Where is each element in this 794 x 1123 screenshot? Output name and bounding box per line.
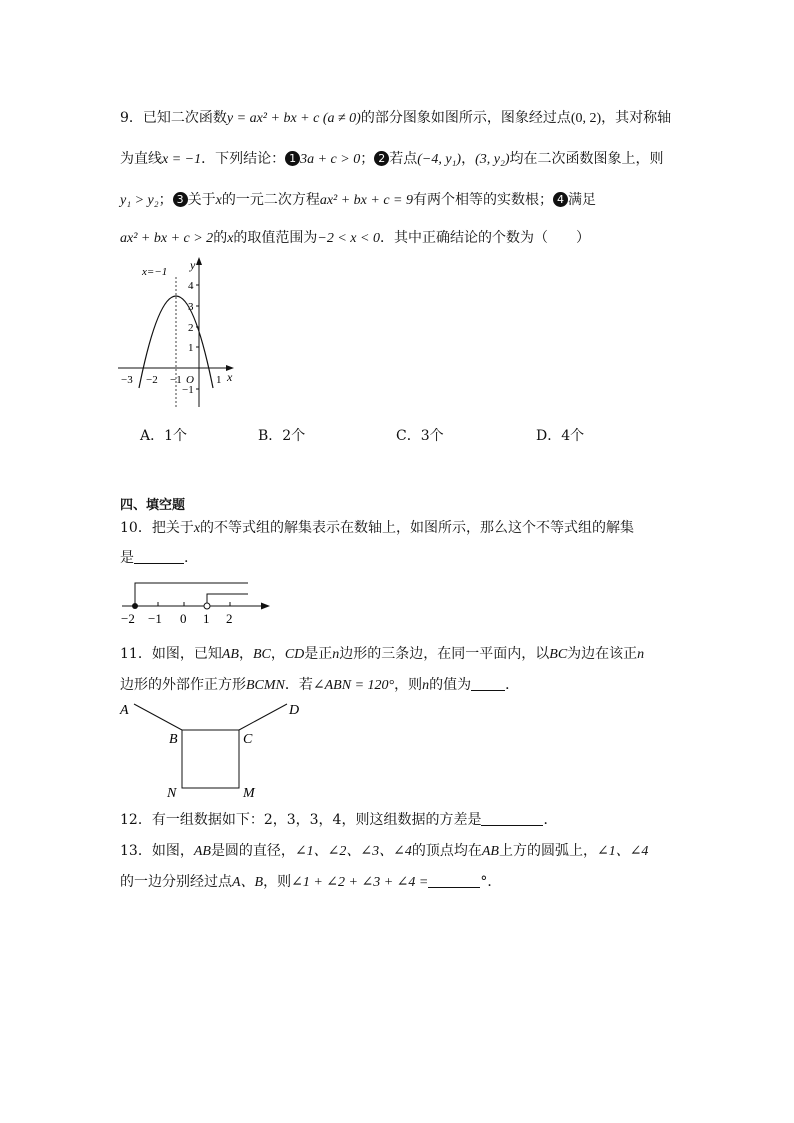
q10-number: 10． xyxy=(120,520,152,536)
label-a: A xyxy=(120,703,129,718)
segment-cd xyxy=(239,704,287,730)
x-tick-minus-2: −2 xyxy=(146,374,158,386)
option-d[interactable]: D．4个 xyxy=(536,428,585,444)
y-tick-4: 4 xyxy=(188,280,194,292)
q12-number: 12． xyxy=(120,812,152,828)
label-d: D xyxy=(289,703,300,718)
q10-line-1: 10．把关于x的不等式组的解集表示在数轴上，如图所示，那么这个不等式组的解集 xyxy=(120,520,635,536)
q9-point: (0, 2) xyxy=(570,111,602,126)
q9-line-1: 9．已知二次函数y = ax² + bx + c (a ≠ 0)的部分图象如图所示，图象经过点(0, 2)，其对称轴 xyxy=(120,110,672,126)
y-tick-3: 3 xyxy=(188,301,194,313)
q9-axis-equation: x = −1 xyxy=(162,152,202,167)
option-b[interactable]: B．2个 xyxy=(258,428,306,444)
conclusion-3-mark: 3 xyxy=(173,192,188,207)
hollow-point-1 xyxy=(204,603,210,609)
q12-line: 12．有一组数据如下：2，3，3，4，则这组数据的方差是 ． xyxy=(120,812,558,828)
label-n: N xyxy=(167,786,177,801)
q10-line-2: 是 . xyxy=(120,550,189,566)
label-m: M xyxy=(243,786,255,801)
q9-line-2: 为直线x = −1．下列结论： 1 3a + c > 0； 2 若点(−4, y₁)，(3, y₂)均在二次函数图象上，则 xyxy=(120,151,664,167)
axis-arrow xyxy=(261,603,270,610)
y-axis-label: y xyxy=(190,258,196,272)
q13-line-1: 13．如图，AB是圆的直径，∠1、∠2、∠3、∠4的顶点均在AB上方的圆弧上，∠1、∠4 xyxy=(120,843,649,859)
x-axis-label: x xyxy=(227,370,233,384)
conclusion-4-mark: 4 xyxy=(553,192,568,207)
tick-2: 2 xyxy=(226,611,233,626)
conclusion-2-mark: 2 xyxy=(374,151,389,166)
q11-square-figure xyxy=(112,698,312,802)
option-a[interactable]: A．1个 xyxy=(140,428,188,444)
tick-0: 0 xyxy=(180,611,187,626)
q9-line-3: y₁ > y₂； 3 关于x的一元二次方程ax² + bx + c = 9有两个相等的实数根； 4 满足 xyxy=(120,192,597,208)
q9-line-4: ax² + bx + c > 2的x的取值范围为−2 < x < 0．其中正确结论的个数为（ ） xyxy=(120,230,590,246)
q11-line-1: 11．如图，已知AB，BC，CD是正n边形的三条边，在同一平面内，以BC为边在该正n xyxy=(120,646,645,662)
q11-line-2: 边形的外部作正方形BCMN．若∠ABN = 120°，则n的值为 ． xyxy=(120,677,520,693)
origin-label: O xyxy=(186,374,194,386)
x-tick-minus-3: −3 xyxy=(121,374,133,386)
y-tick-minus-1: −1 xyxy=(182,384,194,396)
q10-answer-blank[interactable] xyxy=(134,549,184,564)
tick-1: 1 xyxy=(203,611,210,626)
y-tick-1: 1 xyxy=(188,342,194,354)
label-b: B xyxy=(169,732,178,747)
x-tick-1: 1 xyxy=(216,374,222,386)
symmetry-label: x=−1 xyxy=(142,266,168,278)
y-axis-arrow xyxy=(196,257,202,265)
section-title: 四、填空题 xyxy=(120,498,186,513)
y-tick-2: 2 xyxy=(188,322,194,334)
x-tick-minus-1: −1 xyxy=(170,374,182,386)
q12-answer-blank[interactable] xyxy=(481,811,543,826)
label-c: C xyxy=(243,732,253,747)
q10-number-line xyxy=(118,576,274,628)
option-c[interactable]: C．3个 xyxy=(396,428,444,444)
square-bcmn xyxy=(182,730,239,788)
q9-number: 9． xyxy=(120,110,143,126)
tick-minus-2: −2 xyxy=(121,611,135,626)
q11-number: 11． xyxy=(120,646,152,662)
tick-minus-1: −1 xyxy=(148,611,162,626)
q9-function: y = ax² + bx + c (a ≠ 0) xyxy=(226,111,361,126)
q11-answer-blank[interactable] xyxy=(471,676,505,691)
conclusion-1-mark: 1 xyxy=(285,151,300,166)
solid-point-minus-2 xyxy=(132,603,138,609)
q13-line-2: 的一边分别经过点A、B，则∠1 + ∠2 + ∠3 + ∠4 = °． xyxy=(120,874,502,890)
q9-parabola-graph xyxy=(112,255,242,415)
q13-answer-blank[interactable] xyxy=(428,873,480,888)
solution-bracket-right xyxy=(207,594,248,606)
q13-number: 13． xyxy=(120,843,152,859)
segment-ab xyxy=(134,704,182,730)
